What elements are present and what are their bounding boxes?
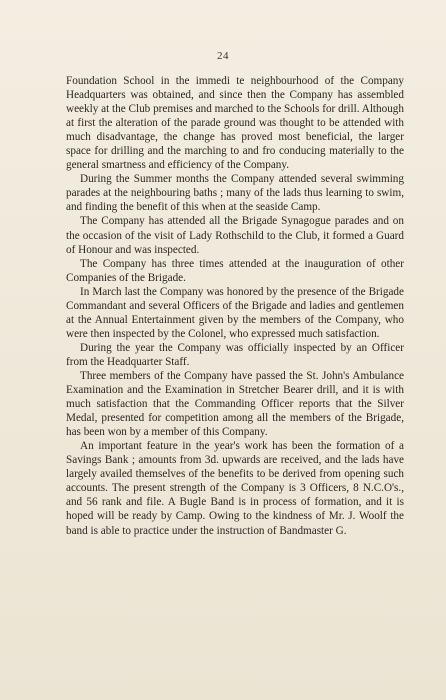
paragraph: The Company has attended all the Brigade Synagogue parades and on the occasion of the visit of Lady Rothschild to the Club, it formed a Guard of Honour and was inspected. <box>66 215 404 256</box>
paragraph: The Company has three times attended at the inauguration of other Companies of the Brigade. <box>66 257 404 284</box>
paragraph: During the Summer months the Company attended several swimming parades at the neighbouring baths ; many of the lads thus learning to swim, and finding the benefit of this when at the seaside Camp. <box>66 173 404 214</box>
paragraph: Three members of the Company have passed the St. John's Ambulance Examination and the Examination in Stretcher Bearer drill, and it is with much satisfaction that the Commanding Officer reports that the Silver Medal, presented for competition among all the members of the Brigade, has been won by a member of this Company. <box>66 369 404 439</box>
paragraph: Foundation School in the immedi te neighbourhood of the Company Headquarters was obtained, and since then the Company has assembled weekly at the Club premises and marched to the Schools for drill. Although at first the alteration of the parade ground was thought to be attended with much disadvantage, the change has proved most beneficial, the larger space for drilling and the marching to and fro conducing materially to the general smartness and efficiency of the Company. <box>66 75 404 172</box>
body-text <box>66 74 404 538</box>
paragraph: An important feature in the year's work has been the formation of a Savings Bank ; amounts from 3d. upwards are received, and the lads have largely availed themselves of the benefits to be derived from opening such accounts. The present strength of the Company is 3 Officers, 8 N.C.O's., and 56 rank and file. A Bugle Band is in process of formation, and it is hoped will be ready by Camp. Owing to the kindness of Mr. J. Woolf the band is able to practice under the instruction of Bandmaster G. <box>66 440 404 537</box>
paragraph: During the year the Company was officially inspected by an Officer from the Headquarter Staff. <box>66 341 404 368</box>
page-number: 24 <box>217 50 229 62</box>
paragraph: In March last the Company was honored by the presence of the Brigade Commandant and several Officers of the Brigade and ladies and gentlemen at the Annual Entertainment given by the members of the Company, who were then inspected by the Colonel, who expressed much satisfaction. <box>66 285 404 340</box>
